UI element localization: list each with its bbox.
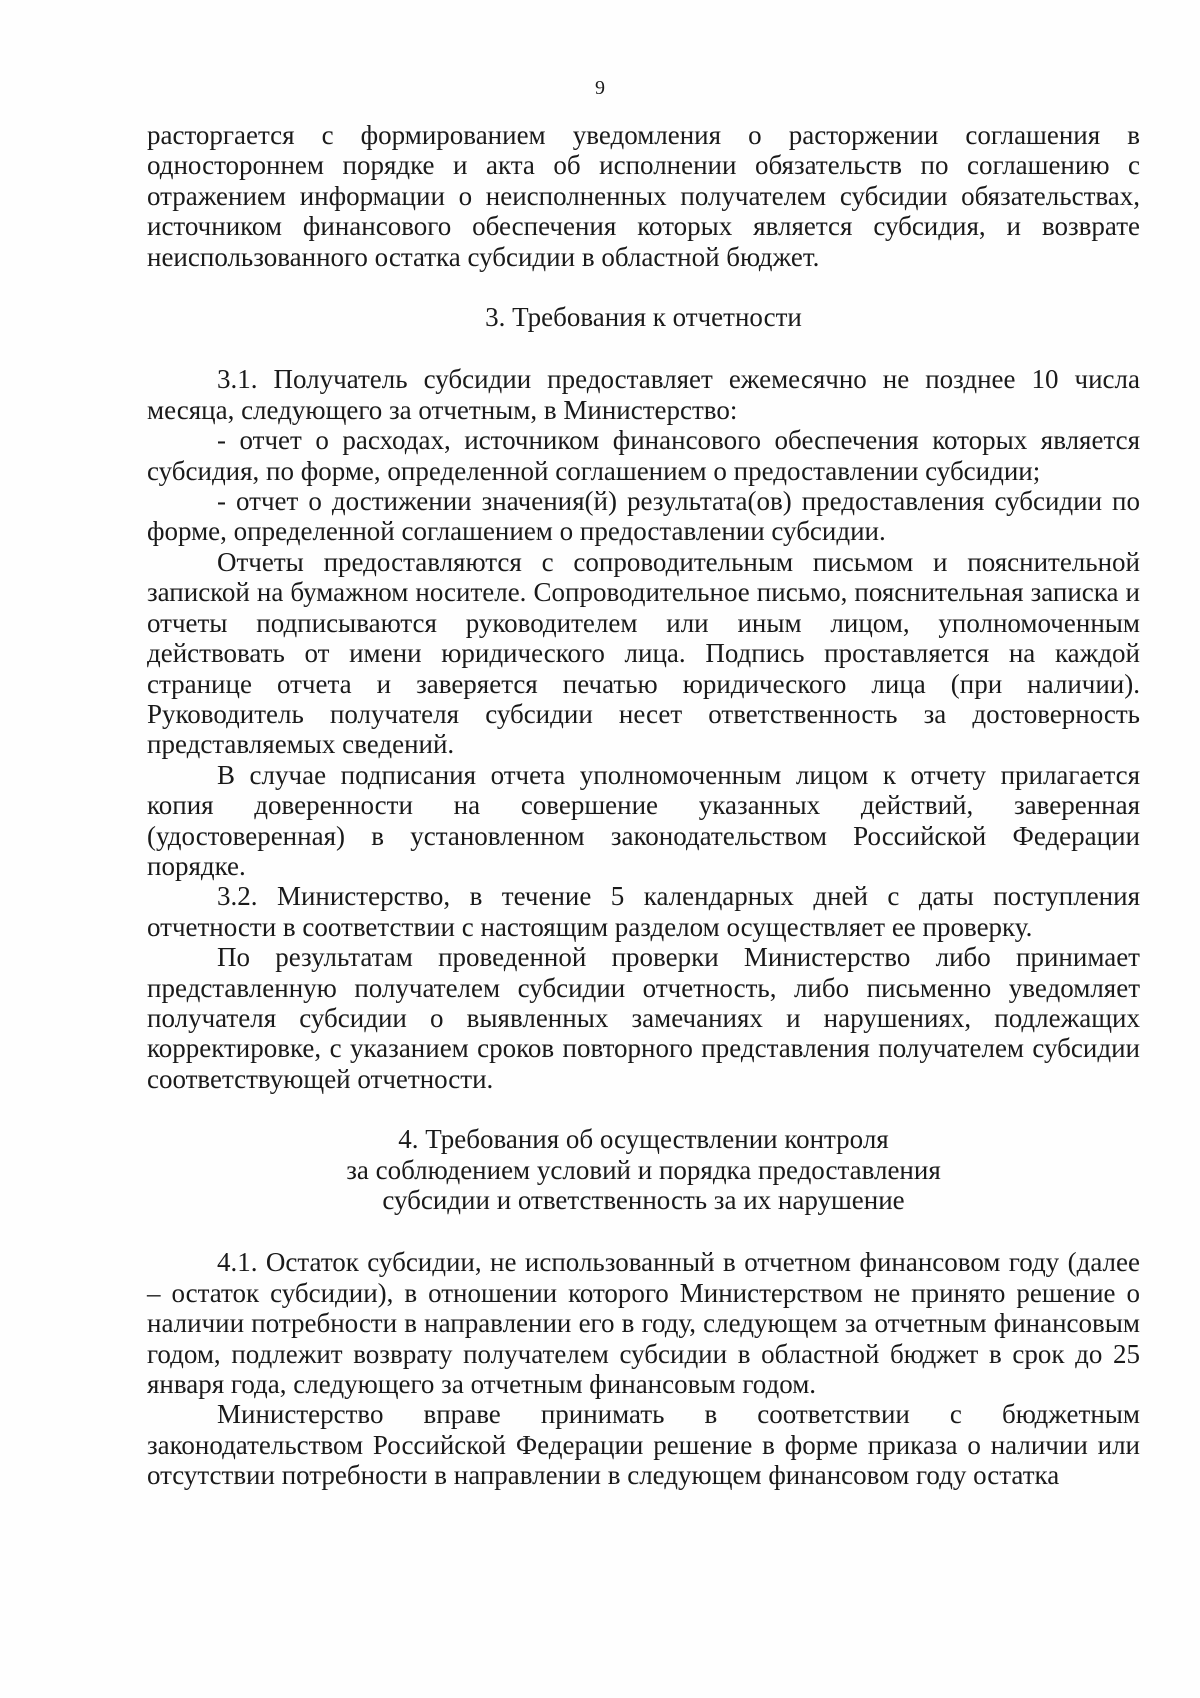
paragraph-3-2: 3.2. Министерство, в течение 5 календарных дней с даты поступления отчетности в соответствии с настоящим разделом осуществляет ее проверку. [147, 881, 1140, 942]
section-4-title-line-2: за соблюдением условий и порядка предоставления [346, 1154, 941, 1185]
page-number: 9 [595, 77, 605, 99]
section-3-title: 3. Требования к отчетности [485, 302, 802, 333]
document-body [147, 120, 1140, 1491]
paragraph-reports-submission: Отчеты предоставляются с сопроводительным письмом и пояснительной запиской на бумажном носителе. Сопроводительное письмо, пояснительная записка и отчеты подписываются руководителем или иным лицом, уполномоченным действовать от имени юридического лица. Подпись проставляется на каждой странице отчета и заверяется печатью юридического лица (при наличии). Руководитель получателя субсидии несет ответственность за достоверность представляемых сведений. [147, 546, 1140, 760]
paragraph-check-results: По результатам проведенной проверки Министерство либо принимает представленную получателем субсидии отчетность, либо письменно уведомляет получателя субсидии о выявленных замечаниях и нарушениях, подлежащих корректировке, с указанием сроков повторного представления получателем субсидии соответствующей отчетности. [147, 942, 1140, 1094]
section-4-title-line-1: 4. Требования об осуществлении контроля [398, 1124, 889, 1155]
list-item-report-expenses: - отчет о расходах, источником финансового обеспечения которых является субсидия, по форме, определенной соглашением о предоставлении субсидии; [147, 425, 1140, 486]
paragraph-3-1: 3.1. Получатель субсидии предоставляет ежемесячно не позднее 10 числа месяца, следующего за отчетным, в Министерство: [147, 364, 1140, 425]
section-4-title [147, 1124, 1140, 1215]
paragraph-power-of-attorney: В случае подписания отчета уполномоченным лицом к отчету прилагается копия доверенности на совершение указанных действий, заверенная (удостоверенная) в установленном законодательством Российской Федерации порядке. [147, 759, 1140, 881]
list-item-report-results: - отчет о достижении значения(й) результата(ов) предоставления субсидии по форме, определенной соглашением о предоставлении субсидии. [147, 486, 1140, 547]
paragraph-ministry-decision: Министерство вправе принимать в соответствии с бюджетным законодательством Российской Федерации решение в форме приказа о наличии или отсутствии потребности в направлении в следующем финансовом году остатка [147, 1399, 1140, 1491]
paragraph-4-1: 4.1. Остаток субсидии, не использованный в отчетном финансовом году (далее – остаток субсидии), в отношении которого Министерством не принято решение о наличии потребности в направлении его в году, следующем за отчетным финансовым годом, подлежит возврату получателем субсидии в областной бюджет в срок до 25 января года, следующего за отчетным финансовым годом. [147, 1247, 1140, 1400]
section-4-title-line-3: субсидии и ответственность за их нарушение [382, 1185, 905, 1215]
paragraph-continuation: расторгается с формированием уведомления о расторжении соглашения в одностороннем порядке и акта об исполнении обязательств по соглашению с отражением информации о неисполненных получателем субсидии обязательствах, источником финансового обеспечения которых является субсидия, и возврате неиспользованного остатка субсидии в областной бюджет. [147, 120, 1140, 272]
